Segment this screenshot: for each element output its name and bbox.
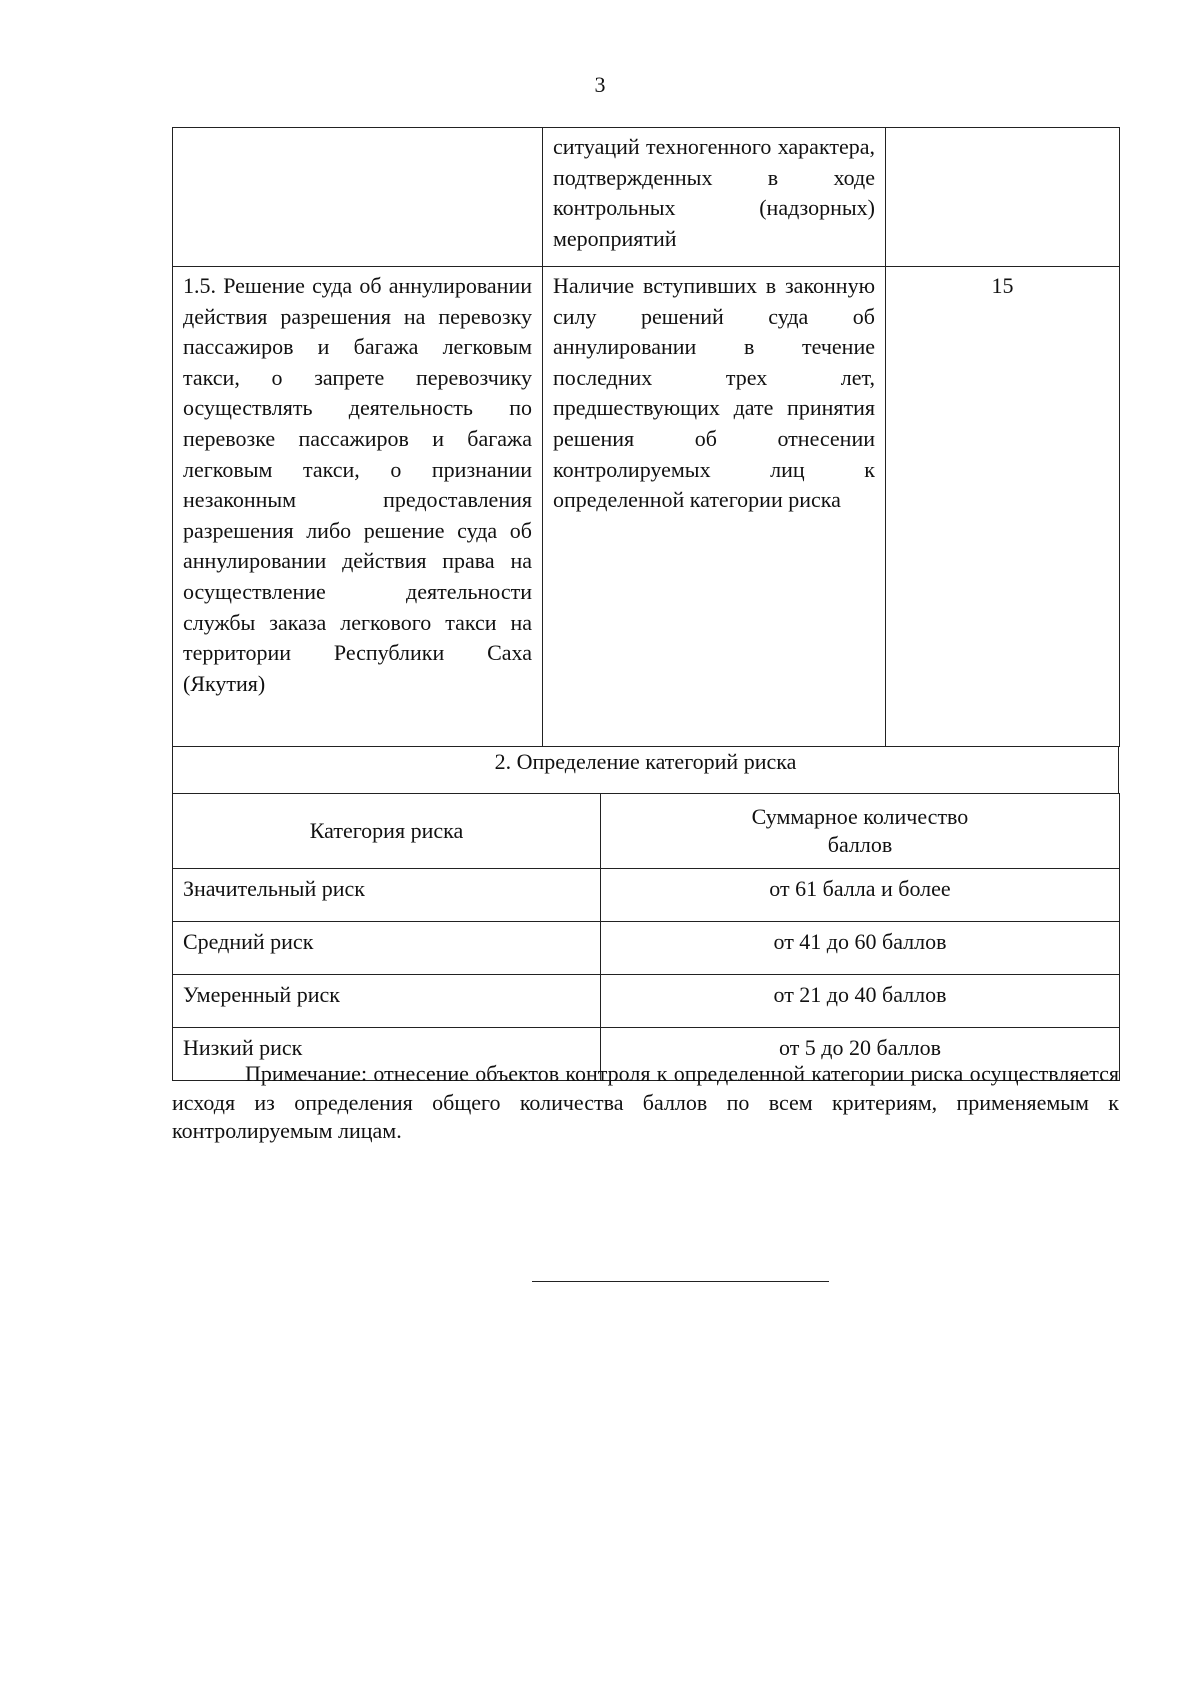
risk-score: от 21 до 40 баллов bbox=[601, 975, 1120, 1028]
table-row bbox=[173, 922, 1120, 975]
table-row bbox=[173, 128, 1120, 267]
separator-line bbox=[532, 1281, 829, 1282]
header-score-line2: баллов bbox=[827, 832, 893, 857]
table-row bbox=[173, 869, 1120, 922]
score-cell: 15 bbox=[886, 267, 1120, 747]
note-paragraph: Примечание: отнесение объектов контроля к определенной категории риска осуществляется исходя из определения общего количества баллов по всем критериям, применяемым к контролируемым лицам. bbox=[172, 1061, 1119, 1143]
indicator-cell: Наличие вступивших в законную силу решений суда об аннулировании в течение последних трех лет, предшествующих дате принятия решения об отнесении контролируемых лиц к определенной категории риска bbox=[543, 267, 886, 747]
header-category: Категория риска bbox=[173, 794, 601, 869]
risk-score: от 61 балла и более bbox=[601, 869, 1120, 922]
criteria-cell bbox=[173, 128, 543, 267]
risk-category-table bbox=[172, 793, 1120, 1081]
table-row bbox=[173, 975, 1120, 1028]
indicator-cell: ситуаций техногенного характера, подтвержденных в ходе контрольных (надзорных) мероприятий bbox=[543, 128, 886, 267]
criteria-table bbox=[172, 127, 1120, 747]
score-cell bbox=[886, 128, 1120, 267]
risk-category: Умеренный риск bbox=[173, 975, 601, 1028]
risk-score: от 5 до 20 баллов bbox=[601, 1028, 1120, 1081]
risk-category: Средний риск bbox=[173, 922, 601, 975]
criteria-cell: 1.5. Решение суда об аннулировании действия разрешения на перевозку пассажиров и багажа легковым такси, о запрете перевозчику осуществлять деятельность по перевозке пассажиров и багажа легковым такси, о признании незаконным предоставления разрешения либо решение суда об аннулировании действия права на осуществление деятельности службы заказа легкового такси на территории Республики Саха (Якутия) bbox=[173, 267, 543, 747]
table-header-row bbox=[173, 794, 1120, 869]
table-row bbox=[173, 267, 1120, 747]
header-score-line1: Суммарное количество bbox=[751, 804, 969, 829]
risk-category: Значительный риск bbox=[173, 869, 601, 922]
risk-category: Низкий риск bbox=[173, 1028, 601, 1081]
header-score bbox=[601, 794, 1120, 869]
page-number: 3 bbox=[594, 72, 606, 97]
section-title: 2. Определение категорий риска bbox=[172, 746, 1119, 793]
risk-score: от 41 до 60 баллов bbox=[601, 922, 1120, 975]
